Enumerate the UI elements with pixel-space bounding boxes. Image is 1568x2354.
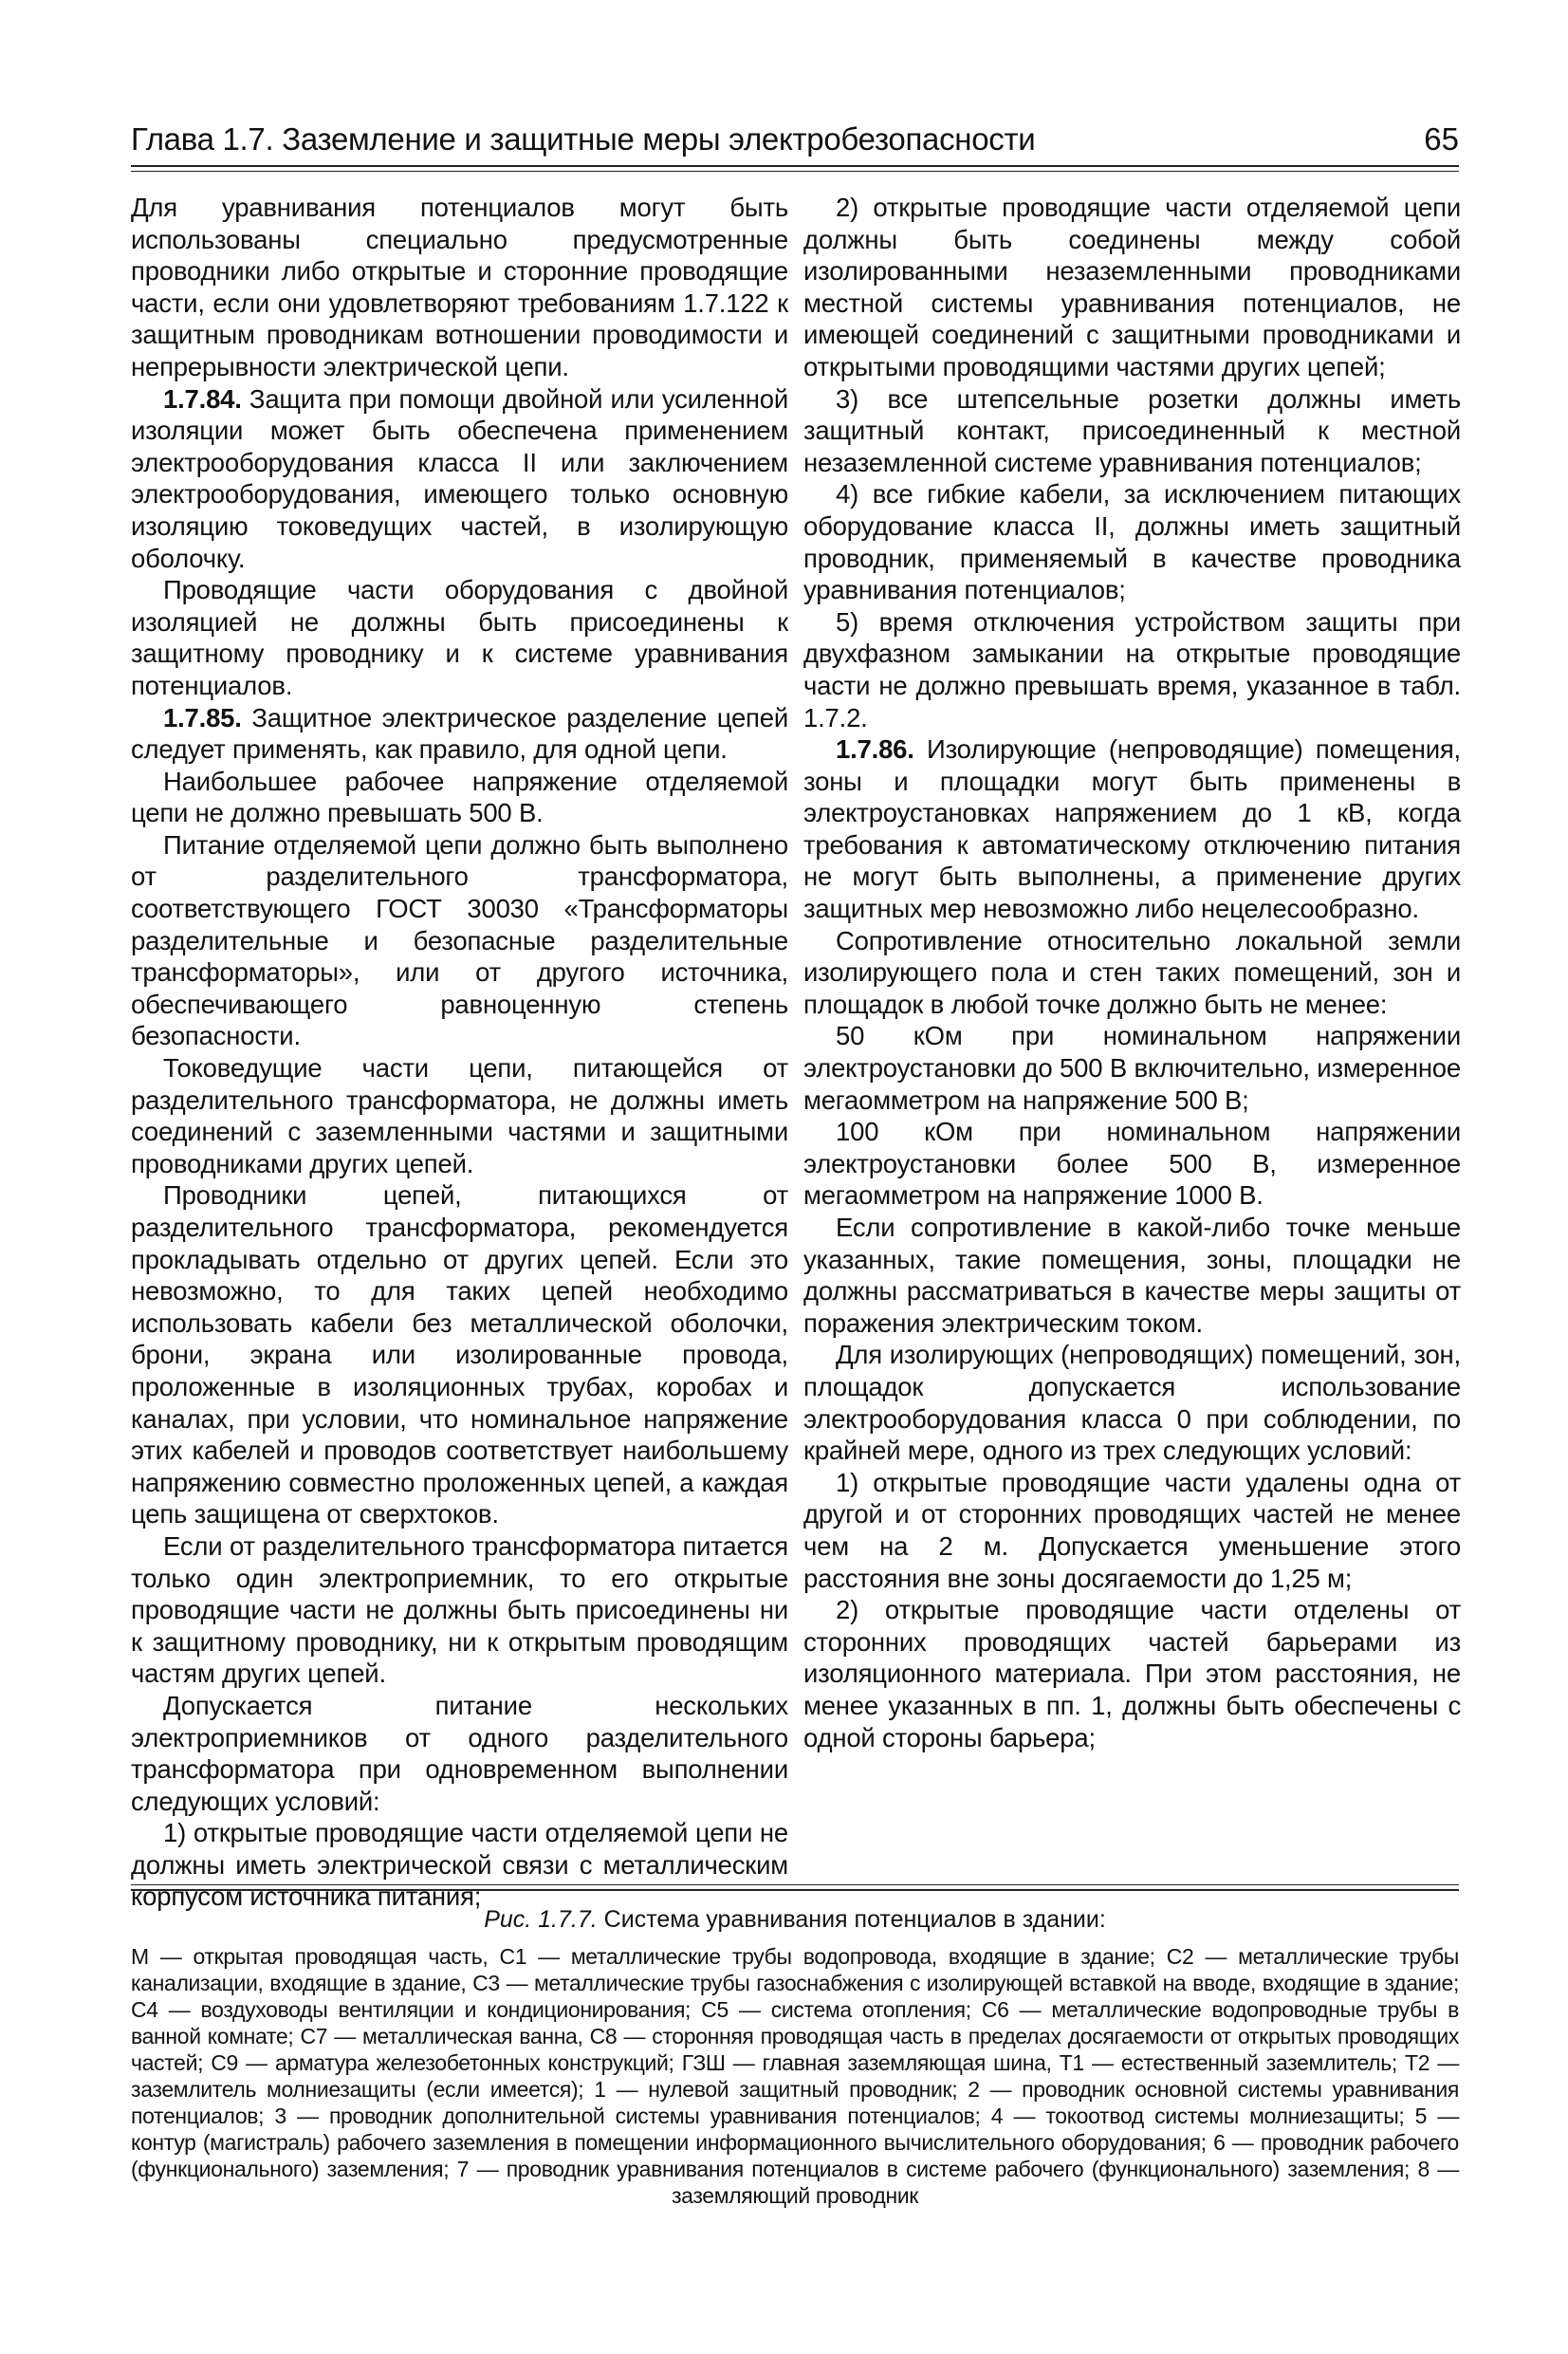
paragraph: Для уравнивания потенциалов могут быть использованы специально предусмотренные проводники либо открытые и сторонние проводящие части, если они удовлетворяют требованиям 1.7.122 к защитным проводникам вотношении проводимости и непрерывности электрической цепи. — [131, 193, 788, 381]
paragraph-1-7-85: 1.7.85. Защитное электрическое разделение цепей следует применять, как правило, для одной цепи. — [131, 702, 788, 765]
paragraph: Если сопротивление в какой-либо точке меньше указанных, такие помещения, зоны, площадки не должны рассматриваться в качестве меры защиты от поражения электрическим током. — [803, 1213, 1461, 1338]
list-item: 3) все штепсельные розетки должны иметь защитный контакт, присоединенный к местной незаземленной системе уравнивания потенциалов; — [803, 383, 1461, 477]
paragraph: 100 кОм при номинальном напряжении электроустановки более 500 В, измеренное мегаомметром на напряжение 1000 В. — [803, 1117, 1461, 1211]
figure-legend: М — открытая проводящая часть, С1 — металлические трубы водопровода, входящие в здание; С2 — металлические трубы канализации, входящие в здание, С3 — металлические трубы газоснабжения с изолирующей вставкой на вводе, входящие в здание; С4 — воздуховоды вентиляции и кондиционирования; С5 — система отопления; С6 — металлические водопроводные трубы в ванной комнате; С7 — металлическая ванна, С8 — сторонняя проводящая часть в пределах досягаемости от открытых проводящих частей; С9 — арматура железобетонных конструкций; ГЗШ — главная заземляющая шина, Т1 — естественный заземлитель; Т2 — заземлитель молниезащиты (если имеется); 1 — нулевой защитный проводник; 2 — проводник основной системы уравнивания потенциалов; 3 — проводник дополнительной системы уравнивания потенциалов; 4 — токоотвод системы молниезащиты; 5 — контур (магистраль) рабочего заземления в помещении информационного вычислительного оборудования; 6 — проводник рабочего (функционального) заземления; 7 — проводник уравнивания потенциалов в системе рабочего (функционального) заземления; 8 — заземляющий проводник — [131, 1944, 1459, 2208]
right-column — [803, 192, 1461, 1753]
list-item: 4) все гибкие кабели, за исключением питающих оборудование класса II, должны иметь защитный проводник, применяемый в качестве проводника уравнивания потенциалов; — [803, 479, 1461, 605]
figure-caption — [131, 1905, 1459, 1934]
paragraph: Если от разделительного трансформатора питается только один электроприемник, то его открытые проводящие части не должны быть присоединены ни к защитному проводнику, ни к открытым проводящим частям других цепей. — [131, 1530, 788, 1689]
list-item: 1) открытые проводящие части отделяемой цепи не должны иметь электрической связи с металлическим корпусом источника питания; — [131, 1818, 788, 1912]
paragraph: Допускается питание нескольких электроприемников от одного разделительного трансформатора при одновременном выполнении следующих условий: — [131, 1690, 788, 1816]
chapter-title: Глава 1.7. Заземление и защитные меры электробезопасности — [131, 121, 1036, 157]
running-head — [131, 121, 1459, 169]
list-item: 5) время отключения устройством защиты при двухфазном замыкании на открытые проводящие части не должно превышать время, указанное в табл. 1.7.2. — [803, 606, 1461, 732]
paragraph-1-7-84: 1.7.84. Защита при помощи двойной или усиленной изоляции может быть обеспечена применением электрооборудования класса II или заключением электрооборудования, имеющего только основную изоляцию токоведущих частей, в изолирующую оболочку. — [131, 383, 788, 573]
header-rule — [131, 165, 1459, 172]
page-number: 65 — [1424, 121, 1459, 157]
paragraph: Для изолирующих (непроводящих) помещений, зон, площадок допускается использование электрооборудования класса 0 при соблюдении, по крайней мере, одного из трех следующих условий: — [803, 1340, 1461, 1466]
list-item: 2) открытые проводящие части отделены от сторонних проводящих частей барьерами из изоляционного материала. При этом расстояния, не менее указанных в пп. 1, должны быть обеспечены с одной стороны барьера; — [803, 1595, 1461, 1752]
paragraph: Питание отделяемой цепи должно быть выполнено от разделительного трансформатора, соответствующего ГОСТ 30030 «Трансформаторы разделительные и безопасные разделительные трансформаторы», или от другого источника, обеспечивающего равноценную степень безопасности. — [131, 829, 788, 1051]
paragraph-1-7-86: 1.7.86. Изолирующие (непроводящие) помещения, зоны и площадки могут быть применены в электроустановках напряжением до 1 кВ, когда требования к автоматическому отключению питания не могут быть выполнены, а применение других защитных мер невозможно либо нецелесообразно. — [803, 734, 1461, 924]
left-column — [131, 192, 788, 1913]
paragraph: 50 кОм при номинальном напряжении электроустановки до 500 В включительно, измеренное мегаомметром на напряжение 500 В; — [803, 1021, 1461, 1115]
paragraph: Наибольшее рабочее напряжение отделяемой цепи не должно превышать 500 В. — [131, 766, 788, 828]
paragraph: Проводники цепей, питающихся от разделительного трансформатора, рекомендуется прокладывать отдельно от других цепей. Если это невозможно, то для таких цепей необходимо использовать кабели без металлической оболочки, брони, экрана или изолированные провода, проложенные в изоляционных трубах, коробах и каналах, при условии, что номинальное напряжение этих кабелей и проводов соответствует наибольшему напряжению совместно проложенных цепей, а каждая цепь защищена от сверхтоков. — [131, 1180, 788, 1529]
list-item: 1) открытые проводящие части удалены одна от другой и от сторонних проводящих частей не менее чем на 2 м. Допускается уменьшение этого расстояния вне зоны досягаемости до 1,25 м; — [803, 1467, 1461, 1593]
paragraph: Проводящие части оборудования с двойной изоляцией не должны быть присоединены к защитному проводнику и к системе уравнивания потенциалов. — [131, 575, 788, 700]
paragraph: Токоведущие части цепи, питающейся от разделительного трансформатора, не должны иметь соединений с заземленными частями и защитными проводниками других цепей. — [131, 1053, 788, 1178]
figure-label: Рис. 1.7.7. — [484, 1906, 598, 1933]
figure-title: Система уравнивания потенциалов в здании: — [603, 1906, 1106, 1933]
figure-rule — [131, 1884, 1459, 1891]
paragraph: Сопротивление относительно локальной земли изолирующего пола и стен таких помещений, зон и площадок в любой точке должно быть не менее: — [803, 925, 1461, 1019]
list-item: 2) открытые проводящие части отделяемой цепи должны быть соединены между собой изолированными незаземленными проводниками местной системы уравнивания потенциалов, не имеющей соединений с защитными проводниками и открытыми проводящими частями других цепей; — [803, 193, 1461, 381]
